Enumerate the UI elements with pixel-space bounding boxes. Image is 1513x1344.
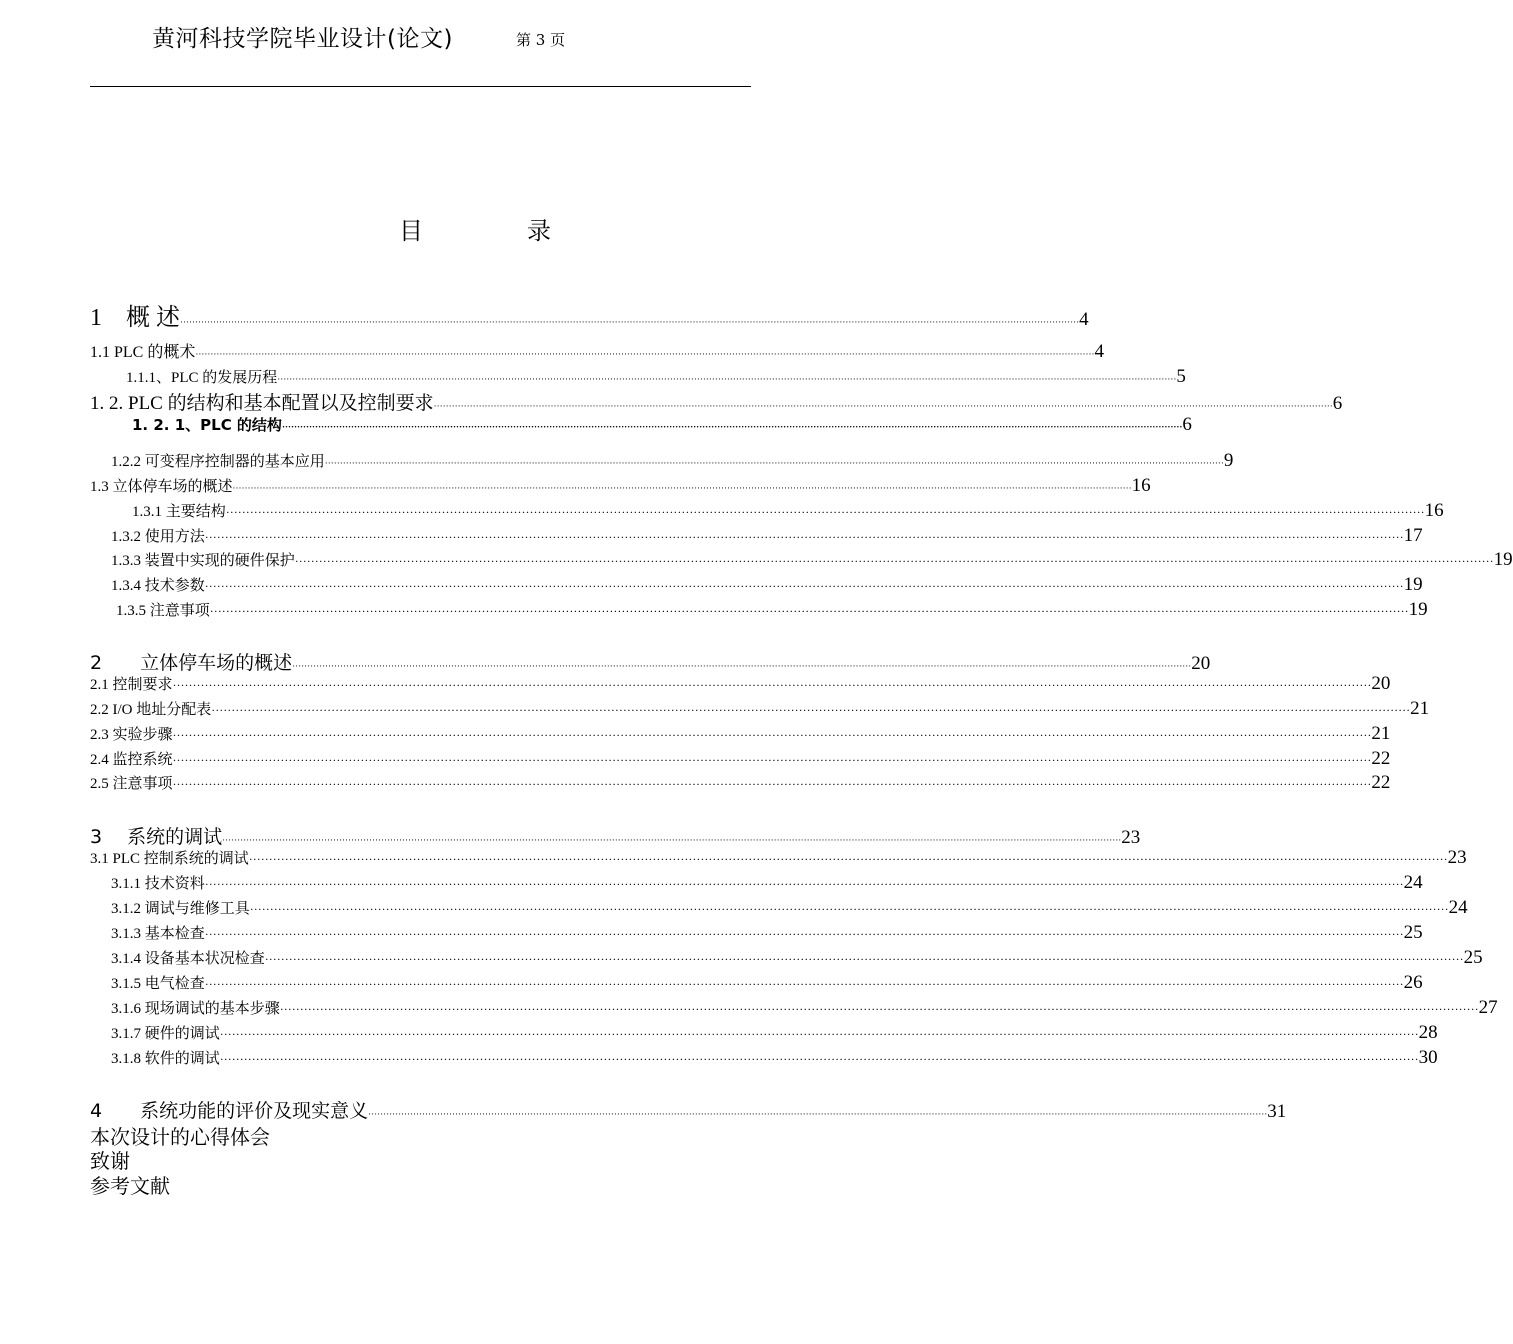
toc-entry-text: 1.2.2 可变程序控制器的基本应用 <box>111 454 325 470</box>
toc-entry-page: 28 <box>1418 1022 1438 1043</box>
toc-entry-page: 24 <box>1448 897 1468 918</box>
toc-entry-text: 2.3 实验步骤 <box>90 727 173 743</box>
toc-entry-4 <box>90 1096 1287 1123</box>
toc-leader: ············································································································································································································································································································ <box>294 554 1494 568</box>
toc-leader: ············································································································································································································································································································ <box>172 753 1372 767</box>
toc-leader: ············································································································································································································································································································ <box>368 1109 1268 1119</box>
toc-entry-1-1 <box>90 339 1104 363</box>
toc-leader: ············································································································································································································································································································ <box>204 877 1404 891</box>
toc-entry-page: 23 <box>1121 827 1141 848</box>
toc-entry-3-1-5 <box>111 972 1423 994</box>
toc-entry-page: 19 <box>1408 599 1428 620</box>
toc-entry-1-2-1 <box>132 414 1192 436</box>
toc-leader: ············································································································································································································································································································ <box>211 703 1411 717</box>
toc-leader: ············································································································································································································································································································ <box>204 977 1404 991</box>
toc-entry-1-3-3 <box>111 549 1513 571</box>
toc-leader: ············································································································································································································································································································ <box>277 374 1177 384</box>
toc-entry-page: 31 <box>1267 1101 1287 1122</box>
toc-entry-3-1 <box>90 847 1467 869</box>
toc-entry-page: 19 <box>1493 549 1513 570</box>
toc-entry-text: 3.1.6 现场调试的基本步骤 <box>111 1001 280 1017</box>
toc-trailing-item: 致谢 <box>90 1149 130 1173</box>
toc-entry-page: 6 <box>1332 393 1343 414</box>
toc-entry-text: 3.1.1 技术资料 <box>111 876 205 892</box>
toc-entry-page: 22 <box>1371 748 1391 769</box>
toc-entry-text: 1.3.4 技术参数 <box>111 578 205 594</box>
toc-entry-1-2-2 <box>111 450 1234 472</box>
toc-leader: ············································································································································································································································································································ <box>219 1027 1419 1041</box>
toc-leader: ············································································································································································································································································································ <box>279 1002 1479 1016</box>
toc-leader: ············································································································································································································································································································ <box>264 952 1464 966</box>
toc-entry-2 <box>90 648 1211 675</box>
toc-leader: ············································································································································································································································································································ <box>433 401 1333 411</box>
toc-entry-page: 5 <box>1176 366 1186 387</box>
toc-entry-text: 1.1 PLC 的概术 <box>90 344 196 361</box>
toc-entry-text: 3 系统的调试 <box>90 826 223 848</box>
toc-entry-1-3-2 <box>111 525 1423 547</box>
toc-entry-2-3 <box>90 723 1391 745</box>
toc-leader: ············································································································································································································································································································ <box>204 927 1404 941</box>
toc-entry-page: 27 <box>1478 997 1498 1018</box>
toc-leader: ············································································································································································································································································································ <box>172 728 1372 742</box>
toc-heading <box>0 211 950 246</box>
toc-leader: ············································································································································································································································································································ <box>172 777 1372 791</box>
toc-leader: ············································································································································································································································································································ <box>209 604 1409 618</box>
toc-leader: ············································································································································································································································································································ <box>225 505 1425 519</box>
toc-entry-text: 1.3 立体停车场的概述 <box>90 479 233 495</box>
header-title: 黄河科技学院毕业设计(论文) <box>152 26 453 52</box>
toc-trailing-item: 参考文献 <box>90 1174 170 1198</box>
toc-entry-page: 4 <box>1094 341 1104 362</box>
toc-entry-3-1-7 <box>111 1022 1438 1044</box>
toc-leader: ············································································································································································································································································································ <box>195 349 1095 359</box>
toc-entry-text: 1. 2. PLC 的结构和基本配置以及控制要求 <box>90 393 434 414</box>
toc-leader: ············································································································································································································································································································ <box>248 852 1448 866</box>
toc-entry-3-1-2 <box>111 897 1468 919</box>
toc-entry-text: 1.3.5 注意事项 <box>116 603 210 619</box>
toc-leader: ············································································································································································································································································································ <box>281 422 1183 432</box>
toc-entry-page: 19 <box>1403 574 1423 595</box>
toc-entry-text: 1.1.1、PLC 的发展历程 <box>126 370 278 386</box>
toc-entry-page: 25 <box>1463 947 1483 968</box>
toc-entry-2-2 <box>90 698 1430 720</box>
header-rule <box>90 86 751 87</box>
toc-entry-text: 3.1.4 设备基本状况检查 <box>111 951 265 967</box>
toc-leader: ············································································································································································································································································································ <box>180 317 1080 327</box>
toc-leader: ············································································································································································································································································································ <box>249 902 1449 916</box>
toc-entry-3-1-6 <box>111 997 1498 1019</box>
toc-entry-text: 3.1.2 调试与维修工具 <box>111 901 250 917</box>
toc-leader: ············································································································································································································································································································ <box>222 835 1122 845</box>
toc-entry-1-3-5 <box>116 599 1428 621</box>
toc-trailing-item: 本次设计的心得体会 <box>90 1125 270 1149</box>
toc-entry-text: 2.2 I/O 地址分配表 <box>90 702 212 718</box>
toc-entry-page: 22 <box>1371 772 1391 793</box>
toc-entry-text: 1.3.2 使用方法 <box>111 529 205 545</box>
toc-entry-text: 2.5 注意事项 <box>90 776 173 792</box>
toc-entry-2-1 <box>90 673 1391 695</box>
toc-entry-1-3-1 <box>132 500 1444 522</box>
toc-entry-page: 24 <box>1403 872 1423 893</box>
toc-entry-text: 3.1.5 电气检查 <box>111 976 205 992</box>
toc-entry-page: 20 <box>1191 653 1211 674</box>
toc-entry-page: 20 <box>1371 673 1391 694</box>
toc-entry-2-5 <box>90 772 1391 794</box>
toc-entry-3-1-4 <box>111 947 1483 969</box>
toc-entry-3 <box>90 822 1141 849</box>
toc-entry-text: 4 系统功能的评价及现实意义 <box>90 1100 369 1122</box>
toc-entry-3-1-3 <box>111 922 1423 944</box>
toc-leader: ············································································································································································································································································································ <box>219 1052 1419 1066</box>
toc-entry-text: 1 概 述 <box>90 305 180 331</box>
toc-entry-text: 1. 2. 1、PLC 的结构 <box>132 416 282 434</box>
toc-heading-left: 目 <box>399 217 423 245</box>
toc-entry-text: 1.3.1 主要结构 <box>132 504 226 520</box>
toc-heading-right: 录 <box>527 217 551 245</box>
toc-entry-page: 9 <box>1223 450 1234 471</box>
toc-entry-text: 3.1.7 硬件的调试 <box>111 1026 220 1042</box>
toc-leader: ············································································································································································································································································································ <box>172 678 1372 692</box>
toc-entry-1-3-4 <box>111 574 1423 596</box>
toc-entry-1-2 <box>90 388 1343 415</box>
toc-entry-page: 16 <box>1424 500 1444 521</box>
toc-entry-page: 30 <box>1418 1047 1438 1068</box>
toc-entry-text: 3.1.8 软件的调试 <box>111 1051 220 1067</box>
toc-entry-1-1-1 <box>126 366 1186 388</box>
toc-entry-3-1-8 <box>111 1047 1438 1069</box>
toc-entry-1-3 <box>90 475 1151 497</box>
header-page-number: 第 3 页 <box>516 31 566 49</box>
toc-entry-1 <box>90 297 1089 332</box>
toc-leader: ············································································································································································································································································································ <box>324 458 1224 468</box>
toc-entry-text: 3.1.3 基本检查 <box>111 926 205 942</box>
toc-entry-page: 25 <box>1403 922 1423 943</box>
toc-entry-page: 26 <box>1403 972 1423 993</box>
toc-entry-page: 17 <box>1403 525 1423 546</box>
toc-entry-text: 2.1 控制要求 <box>90 677 173 693</box>
toc-leader: ············································································································································································································································································································ <box>204 530 1404 544</box>
toc-entry-page: 21 <box>1371 723 1391 744</box>
toc-entry-page: 21 <box>1410 698 1430 719</box>
toc-entry-text: 3.1 PLC 控制系统的调试 <box>90 851 249 867</box>
toc-leader: ············································································································································································································································································································ <box>232 483 1132 493</box>
toc-leader: ············································································································································································································································································································ <box>204 579 1404 593</box>
toc-entry-2-4 <box>90 748 1391 770</box>
toc-entry-page: 4 <box>1079 309 1089 330</box>
toc-entry-text: 2.4 监控系统 <box>90 752 173 768</box>
toc-entry-page: 23 <box>1447 847 1467 868</box>
toc-entry-page: 16 <box>1131 475 1151 496</box>
toc-entry-text: 1.3.3 装置中实现的硬件保护 <box>111 553 295 569</box>
toc-entry-text: 2 立体停车场的概述 <box>90 652 293 674</box>
toc-entry-3-1-1 <box>111 872 1423 894</box>
toc-leader: ············································································································································································································································································································ <box>292 661 1192 671</box>
toc-entry-page: 6 <box>1182 414 1192 435</box>
